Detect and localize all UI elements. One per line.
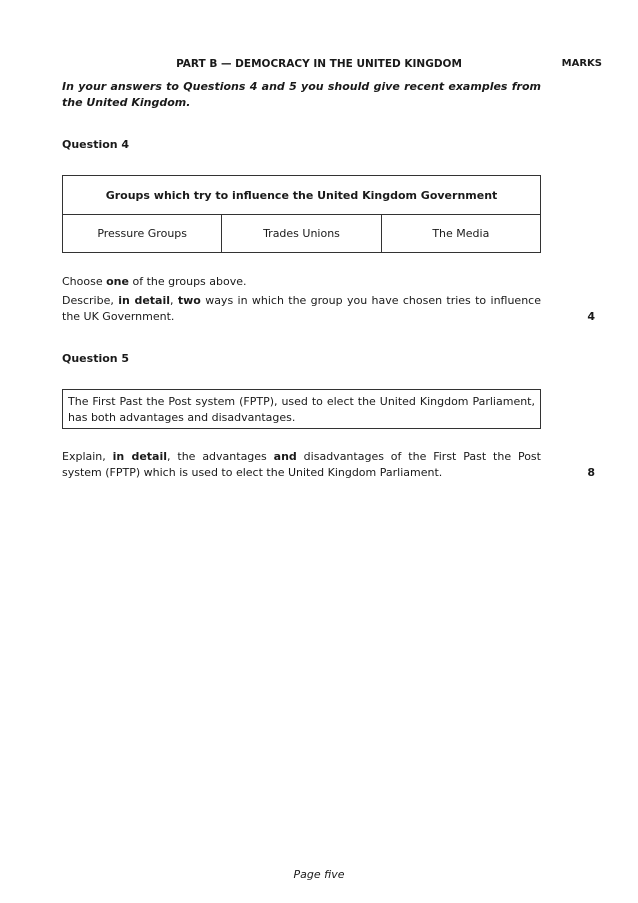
choose-text-before: Choose (62, 275, 107, 288)
describe-emphasis-2: two (177, 294, 201, 307)
section-title: PART B — DEMOCRACY IN THE UNITED KINGDOM (176, 58, 462, 70)
question-5-marks: 8 (587, 466, 595, 479)
question-4-choose-instruction (62, 275, 247, 288)
explain-part-3: disadvantages of the First Past the Post system (FPTP) which is used to elect the United Kingdom Parliament. (62, 450, 541, 479)
groups-table-row (63, 215, 540, 252)
describe-part-2: , (170, 294, 178, 307)
explain-part-1: Explain, (62, 450, 113, 463)
group-cell-pressure-groups: Pressure Groups (97, 227, 187, 240)
group-cell-trades-unions: Trades Unions (221, 215, 380, 252)
explain-emphasis-2: and (273, 450, 297, 463)
explain-part-2: , the advantages (167, 450, 274, 463)
groups-table-title: Groups which try to influence the United Kingdom Government (63, 176, 540, 215)
instructions-text: In your answers to Questions 4 and 5 you should give recent examples from the United Kingdom. (62, 80, 541, 109)
question-4-heading: Question 4 (62, 138, 130, 151)
groups-table (62, 175, 541, 253)
fptp-statement-box: The First Past the Post system (FPTP), used to elect the United Kingdom Parliament, has both advantages and disadvantages. (62, 389, 541, 429)
choose-text-after: of the groups above. (128, 275, 247, 288)
group-cell-the-media: The Media (381, 215, 540, 252)
marks-column-label: MARKS (561, 58, 602, 69)
question-4-prompt (62, 293, 541, 325)
question-5-prompt (62, 449, 541, 481)
explain-emphasis-1: in detail (112, 450, 168, 463)
question-5-heading: Question 5 (62, 352, 130, 365)
page-number: Page five (293, 868, 345, 881)
describe-part-3: ways in which the group you have chosen tries to influence the UK Government. (62, 294, 541, 323)
question-4-marks: 4 (587, 310, 595, 323)
describe-part-1: Describe, (62, 294, 119, 307)
choose-text-emphasis: one (106, 275, 129, 288)
describe-emphasis-1: in detail (118, 294, 171, 307)
